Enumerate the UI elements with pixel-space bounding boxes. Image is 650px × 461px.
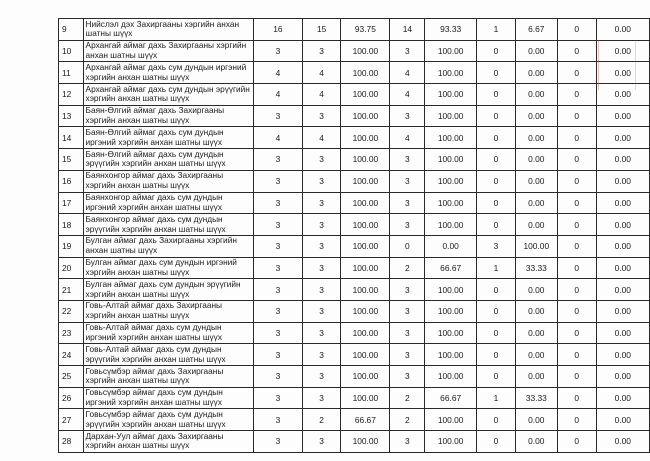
value-cell: 100.00 [341, 257, 390, 279]
table-row [59, 344, 650, 366]
value-cell: 0.00 [596, 214, 649, 236]
value-cell: 3 [253, 344, 302, 366]
value-cell: 3 [302, 40, 340, 62]
court-name: Архангай аймаг дахь Захиргааны хэргийн анхан шатны шүүх [83, 40, 253, 62]
court-name: Говь-Алтай аймаг дахь сум дундын эрүүгийн хэргийн анхан шатны шүүх [83, 344, 253, 366]
table-row [59, 40, 650, 62]
value-cell: 0 [557, 170, 596, 192]
value-cell: 100.00 [425, 214, 477, 236]
value-cell: 4 [253, 84, 302, 106]
value-cell: 0 [557, 62, 596, 84]
value-cell: 100.00 [425, 279, 477, 301]
value-cell: 3 [253, 300, 302, 322]
court-name: Булган аймаг дахь Захиргааны хэргийн анхан шатны шүүх [83, 235, 253, 257]
value-cell: 0 [557, 409, 596, 431]
value-cell: 100.00 [341, 214, 390, 236]
value-cell: 0 [477, 300, 516, 322]
value-cell: 0 [557, 19, 596, 41]
value-cell: 100.00 [425, 366, 477, 388]
value-cell: 0 [557, 105, 596, 127]
value-cell: 4 [302, 62, 340, 84]
value-cell: 4 [302, 84, 340, 106]
court-name: Баян-Өлгий аймаг дахь сум дундын иргэний хэргийн анхан шатны шүүх [83, 127, 253, 149]
value-cell: 0.00 [596, 62, 649, 84]
court-name: Говьсүмбэр аймаг дахь Захиргааны хэргийн анхан шатны шүүх [83, 366, 253, 388]
value-cell: 3 [390, 322, 425, 344]
value-cell: 3 [302, 431, 340, 453]
value-cell: 100.00 [515, 235, 557, 257]
row-number: 26 [59, 387, 84, 409]
value-cell: 3 [390, 344, 425, 366]
value-cell: 0.00 [515, 366, 557, 388]
row-number: 11 [59, 62, 84, 84]
value-cell: 0.00 [596, 19, 649, 41]
value-cell: 0 [477, 322, 516, 344]
value-cell: 0.00 [596, 409, 649, 431]
value-cell: 1 [477, 387, 516, 409]
value-cell: 0.00 [596, 105, 649, 127]
row-number: 23 [59, 322, 84, 344]
row-number: 16 [59, 170, 84, 192]
row-number: 24 [59, 344, 84, 366]
value-cell: 3 [253, 366, 302, 388]
value-cell: 3 [253, 409, 302, 431]
table-row [59, 257, 650, 279]
value-cell: 0.00 [596, 387, 649, 409]
value-cell: 0.00 [596, 257, 649, 279]
row-number: 13 [59, 105, 84, 127]
value-cell: 4 [390, 127, 425, 149]
value-cell: 3 [390, 40, 425, 62]
value-cell: 0 [390, 235, 425, 257]
court-name: Говьсүмбэр аймаг дахь сум дундын эрүүгийн хэргийн анхан шатны шүүх [83, 409, 253, 431]
value-cell: 0.00 [515, 279, 557, 301]
value-cell: 2 [390, 257, 425, 279]
value-cell: 1 [477, 257, 516, 279]
value-cell: 100.00 [341, 84, 390, 106]
value-cell: 100.00 [425, 149, 477, 171]
value-cell: 100.00 [425, 409, 477, 431]
value-cell: 0 [477, 105, 516, 127]
value-cell: 4 [253, 62, 302, 84]
value-cell: 0.00 [596, 366, 649, 388]
value-cell: 0.00 [515, 170, 557, 192]
value-cell: 100.00 [341, 279, 390, 301]
value-cell: 3 [390, 105, 425, 127]
value-cell: 3 [253, 170, 302, 192]
value-cell: 100.00 [341, 322, 390, 344]
value-cell: 0 [557, 257, 596, 279]
value-cell: 0.00 [515, 344, 557, 366]
value-cell: 100.00 [341, 344, 390, 366]
value-cell: 100.00 [425, 431, 477, 453]
row-number: 28 [59, 431, 84, 453]
value-cell: 0.00 [596, 127, 649, 149]
value-cell: 3 [302, 366, 340, 388]
value-cell: 100.00 [425, 62, 477, 84]
value-cell: 3 [390, 192, 425, 214]
value-cell: 16 [253, 19, 302, 41]
value-cell: 33.33 [515, 257, 557, 279]
value-cell: 0.00 [515, 192, 557, 214]
value-cell: 0.00 [596, 170, 649, 192]
value-cell: 100.00 [425, 192, 477, 214]
value-cell: 3 [390, 149, 425, 171]
value-cell: 0 [557, 366, 596, 388]
value-cell: 0.00 [596, 235, 649, 257]
value-cell: 100.00 [341, 300, 390, 322]
value-cell: 3 [390, 279, 425, 301]
row-number: 25 [59, 366, 84, 388]
value-cell: 3 [302, 192, 340, 214]
table-row [59, 431, 650, 453]
court-name: Баянхонгор аймаг дахь Захиргааны хэргийн анхан шатны шүүх [83, 170, 253, 192]
row-number: 22 [59, 300, 84, 322]
row-number: 20 [59, 257, 84, 279]
court-name: Баянхонгор аймаг дахь сум дундын иргэний хэргийн анхан шатны шүүх [83, 192, 253, 214]
value-cell: 3 [390, 170, 425, 192]
value-cell: 0 [557, 84, 596, 106]
table-row [59, 127, 650, 149]
row-number: 18 [59, 214, 84, 236]
value-cell: 66.67 [341, 409, 390, 431]
value-cell: 93.33 [425, 19, 477, 41]
value-cell: 3 [302, 344, 340, 366]
row-number: 17 [59, 192, 84, 214]
value-cell: 3 [390, 300, 425, 322]
value-cell: 0 [557, 322, 596, 344]
value-cell: 100.00 [341, 235, 390, 257]
court-name: Говь-Алтай аймаг дахь сум дундын иргэний хэргийн анхан шатны шүүх [83, 322, 253, 344]
value-cell: 0.00 [515, 214, 557, 236]
value-cell: 0 [557, 192, 596, 214]
value-cell: 3 [302, 105, 340, 127]
row-number: 21 [59, 279, 84, 301]
value-cell: 3 [253, 279, 302, 301]
court-name: Булган аймаг дахь сум дундын иргэний хэргийн анхан шатны шүүх [83, 257, 253, 279]
value-cell: 0 [477, 344, 516, 366]
value-cell: 0.00 [596, 149, 649, 171]
value-cell: 3 [302, 214, 340, 236]
table-row [59, 62, 650, 84]
value-cell: 100.00 [341, 40, 390, 62]
value-cell: 0 [557, 235, 596, 257]
value-cell: 100.00 [341, 170, 390, 192]
value-cell: 100.00 [425, 300, 477, 322]
value-cell: 3 [390, 214, 425, 236]
value-cell: 3 [253, 431, 302, 453]
value-cell: 3 [253, 257, 302, 279]
value-cell: 0.00 [596, 192, 649, 214]
value-cell: 0.00 [515, 62, 557, 84]
value-cell: 0.00 [515, 105, 557, 127]
value-cell: 0.00 [515, 84, 557, 106]
value-cell: 0 [477, 40, 516, 62]
value-cell: 0.00 [515, 431, 557, 453]
table-row [59, 19, 650, 41]
stamp-mark [598, 40, 636, 90]
court-name: Дархан-Уул аймаг дахь Захиргааны хэргийн анхан шатны шүүх [83, 431, 253, 453]
value-cell: 3 [253, 192, 302, 214]
value-cell: 0.00 [596, 279, 649, 301]
value-cell: 93.75 [341, 19, 390, 41]
court-name: Баян-Өлгий аймаг дахь Захиргааны хэргийн анхан шатны шүүх [83, 105, 253, 127]
value-cell: 0.00 [596, 322, 649, 344]
value-cell: 100.00 [425, 170, 477, 192]
value-cell: 100.00 [341, 431, 390, 453]
value-cell: 0 [477, 84, 516, 106]
court-name: Баянхонгор аймаг дахь сум дундын эрүүгийн хэргийн анхан шатны шүүх [83, 214, 253, 236]
court-name: Булган аймаг дахь сум дундын эрүүгийн хэргийн анхан шатны шүүх [83, 279, 253, 301]
value-cell: 3 [253, 105, 302, 127]
value-cell: 3 [253, 214, 302, 236]
value-cell: 0.00 [515, 40, 557, 62]
value-cell: 100.00 [341, 366, 390, 388]
table-row [59, 214, 650, 236]
value-cell: 0.00 [515, 149, 557, 171]
value-cell: 4 [302, 127, 340, 149]
value-cell: 3 [302, 279, 340, 301]
value-cell: 3 [253, 149, 302, 171]
value-cell: 66.67 [425, 387, 477, 409]
table-row [59, 366, 650, 388]
value-cell: 100.00 [425, 105, 477, 127]
row-number: 9 [59, 19, 84, 41]
value-cell: 3 [253, 40, 302, 62]
court-statistics-table [58, 18, 650, 453]
value-cell: 0 [477, 409, 516, 431]
value-cell: 100.00 [425, 322, 477, 344]
value-cell: 3 [253, 387, 302, 409]
value-cell: 0 [557, 344, 596, 366]
value-cell: 0 [477, 170, 516, 192]
value-cell: 0.00 [515, 322, 557, 344]
value-cell: 0 [557, 149, 596, 171]
value-cell: 3 [390, 366, 425, 388]
value-cell: 66.67 [425, 257, 477, 279]
table-row [59, 149, 650, 171]
value-cell: 4 [390, 62, 425, 84]
value-cell: 4 [390, 84, 425, 106]
value-cell: 3 [253, 322, 302, 344]
table-row [59, 322, 650, 344]
value-cell: 3 [302, 300, 340, 322]
row-number: 19 [59, 235, 84, 257]
value-cell: 0 [557, 40, 596, 62]
table-row [59, 300, 650, 322]
value-cell: 100.00 [341, 149, 390, 171]
value-cell: 0 [477, 214, 516, 236]
row-number: 14 [59, 127, 84, 149]
value-cell: 6.67 [515, 19, 557, 41]
value-cell: 3 [302, 170, 340, 192]
value-cell: 100.00 [341, 105, 390, 127]
court-name: Архангай аймаг дахь сум дундын иргэний хэргийн анхан шатны шүүх [83, 62, 253, 84]
value-cell: 3 [302, 322, 340, 344]
row-number: 12 [59, 84, 84, 106]
value-cell: 14 [390, 19, 425, 41]
value-cell: 0 [557, 214, 596, 236]
value-cell: 0.00 [515, 300, 557, 322]
value-cell: 0.00 [596, 84, 649, 106]
value-cell: 0 [477, 192, 516, 214]
value-cell: 2 [390, 409, 425, 431]
table-row [59, 105, 650, 127]
value-cell: 15 [302, 19, 340, 41]
value-cell: 0 [557, 279, 596, 301]
value-cell: 3 [253, 235, 302, 257]
row-number: 27 [59, 409, 84, 431]
value-cell: 0.00 [596, 344, 649, 366]
court-name: Нийслэл дэх Захиргааны хэргийн анхан шатны шүүх [83, 19, 253, 41]
value-cell: 100.00 [341, 127, 390, 149]
value-cell: 100.00 [425, 40, 477, 62]
row-number: 15 [59, 149, 84, 171]
value-cell: 0.00 [515, 127, 557, 149]
row-number: 10 [59, 40, 84, 62]
value-cell: 0 [477, 149, 516, 171]
value-cell: 0.00 [596, 300, 649, 322]
value-cell: 3 [477, 235, 516, 257]
value-cell: 0.00 [596, 431, 649, 453]
value-cell: 0.00 [425, 235, 477, 257]
value-cell: 2 [390, 387, 425, 409]
value-cell: 100.00 [425, 84, 477, 106]
value-cell: 100.00 [341, 387, 390, 409]
value-cell: 3 [302, 149, 340, 171]
value-cell: 0 [557, 431, 596, 453]
value-cell: 0.00 [515, 409, 557, 431]
table-body [59, 19, 650, 453]
table-row [59, 279, 650, 301]
value-cell: 3 [302, 235, 340, 257]
value-cell: 3 [302, 387, 340, 409]
value-cell: 33.33 [515, 387, 557, 409]
value-cell: 2 [302, 409, 340, 431]
court-name: Говьсүмбэр аймаг дахь сум дундын иргэний хэргийн анхан шатны шүүх [83, 387, 253, 409]
value-cell: 0 [557, 387, 596, 409]
value-cell: 0 [477, 279, 516, 301]
value-cell: 100.00 [425, 127, 477, 149]
value-cell: 3 [390, 431, 425, 453]
table-row [59, 409, 650, 431]
value-cell: 0 [477, 127, 516, 149]
court-name: Говь-Алтай аймаг дахь Захиргааны хэргийн анхан шатны шүүх [83, 300, 253, 322]
value-cell: 0 [477, 431, 516, 453]
table-row [59, 192, 650, 214]
value-cell: 3 [302, 257, 340, 279]
court-name: Баян-Өлгий аймаг дахь сум дундын эрүүгийн хэргийн анхан шатны шүүх [83, 149, 253, 171]
value-cell: 0 [557, 127, 596, 149]
table-row [59, 84, 650, 106]
value-cell: 100.00 [341, 192, 390, 214]
table-row [59, 170, 650, 192]
value-cell: 0 [477, 62, 516, 84]
table-row [59, 235, 650, 257]
value-cell: 100.00 [425, 344, 477, 366]
value-cell: 0.00 [596, 40, 649, 62]
value-cell: 100.00 [341, 62, 390, 84]
value-cell: 4 [253, 127, 302, 149]
value-cell: 0 [477, 366, 516, 388]
value-cell: 0 [557, 300, 596, 322]
court-name: Архангай аймаг дахь сум дундын эрүүгийн хэргийн анхан шатны шүүх [83, 84, 253, 106]
value-cell: 1 [477, 19, 516, 41]
table-row [59, 387, 650, 409]
